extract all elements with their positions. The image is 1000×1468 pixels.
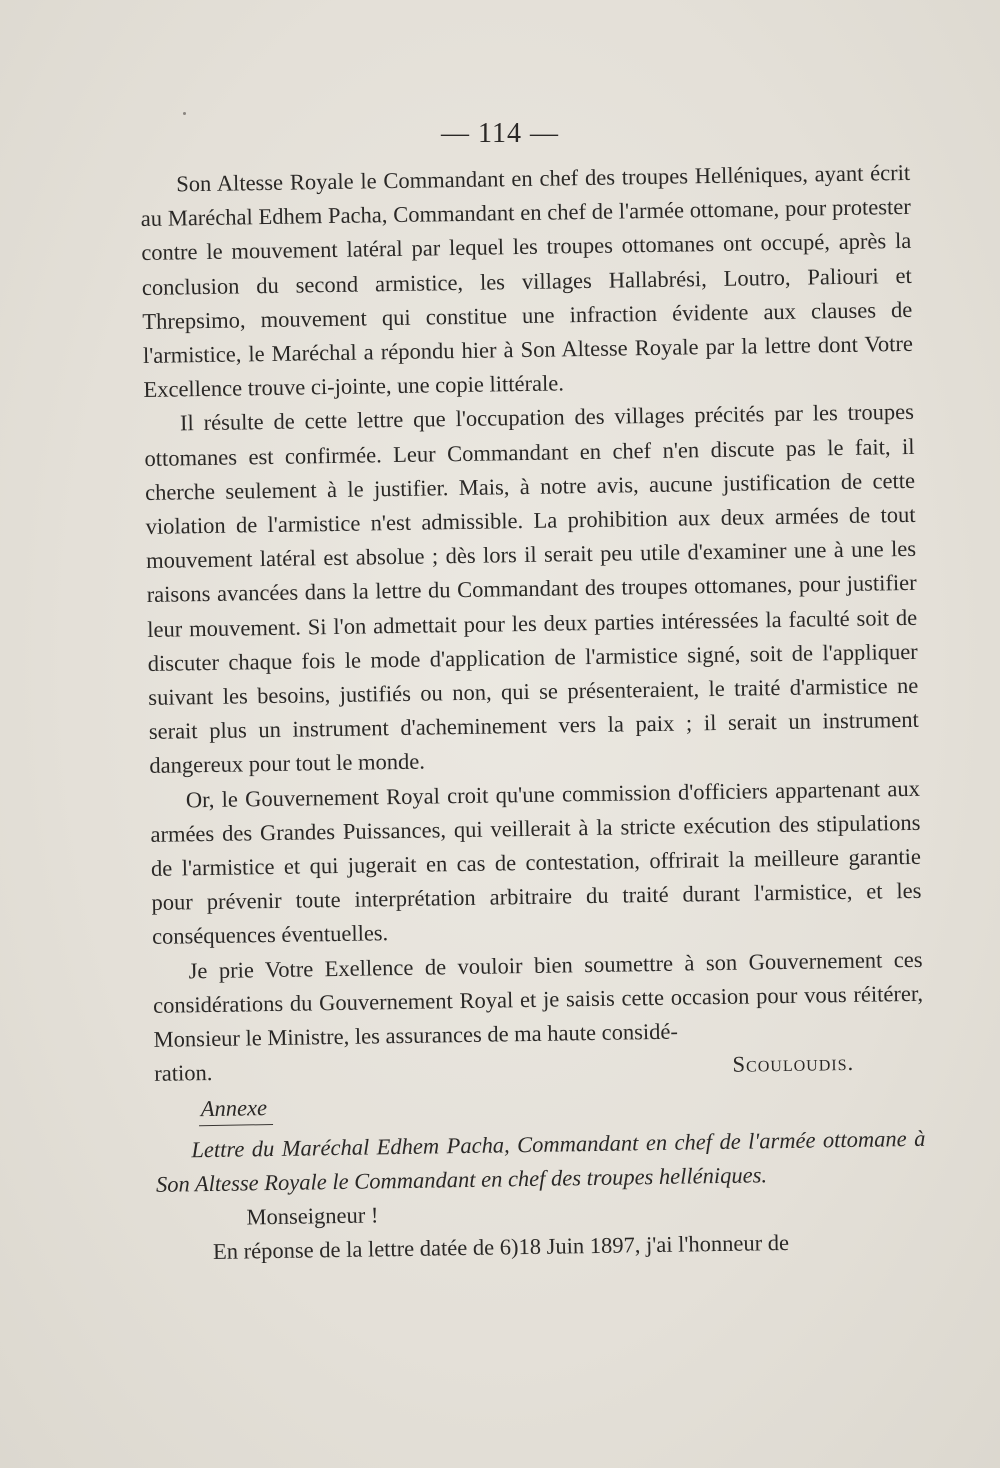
closing-fragment: ration. [154,1060,213,1087]
annex-heading: Annexe [199,1094,274,1127]
paragraph-2: Il résulte de cette lettre que l'occupation des villages précités par les troupes ottomanes est confirmée. Leur Commandant en chef n'en discute pas le fait, il cherche seulement à le justifier. Mais, à notre avis, aucune justification de cette violation de l'armistice n'est admissible. La prohibition aux deux armées de tout mouvement latéral est absolue ; dès lors il serait peu utile d'examiner une à une les raisons avancées dans la lettre du Commandant des troupes ottomanes, pour justifier leur mouvement. Si l'on admettait pour les deux parties intéressées la faculté soit de discuter chaque fois le mode d'application de l'armistice signé, soit de l'appliquer suivant les besoins, justifiés ou non, qui se présenteraient, le traité d'armistice ne serait plus un instrument d'acheminement vers la paix ; il serait un instrument dangereux pour tout le monde. [144,399,919,779]
paragraph-1: Son Altesse Royale le Commandant en chef des troupes Helléniques, ayant écrit au Maréchal Edhem Pacha, Commandant en chef de l'armée ottomane, pour protester contre le mouvement latéral par lequel les troupes ottomanes ont occupé, après la conclusion du second armistice, les villages Hallabrési, Loutro, Paliouri et Threpsimo, mouvement qui constitue une infraction évidente aux clauses de l'armistice, le Maréchal a répondu hier à Son Altesse Royale par la lettre dont Votre Excellence trouve ci-jointe, une copie littérale. [140,159,914,403]
letter-body [140,156,927,1270]
paragraph-4: Je prie Votre Exellence de vouloir bien soumettre à son Gouvernement ces considérations du Gouvernement Royal et je saisis cette occasion pour vous réitérer, Monsieur le Ministre, les assurances de ma haute considé- [152,946,924,1052]
salutation: Monseigneur ! [246,1202,379,1230]
annex-subtitle: Lettre du Maréchal Edhem Pacha, Commandant en chef de l'armée ottomane à Son Altesse Royale le Commandant en chef des troupes helléniques. [155,1125,926,1197]
last-line: En réponse de la lettre datée de 6)18 Juin 1897, j'ai l'honneur de [212,1229,790,1264]
signature: Scouloudis. [732,1050,855,1078]
page-number: — 114 — [441,118,559,149]
paragraph-3: Or, le Gouvernement Royal croit qu'une commission d'officiers appartenant aux armées des Grandes Puissances, qui veillerait à la stricte exécution des stipulations de l'armistice et qui jugerait en cas de contestation, offrirait la meilleure garantie pour prévenir toute interprétation arbitraire du traité durant l'armistice, et les conséquences éventuelles. [150,775,922,950]
paper-speck [183,112,186,115]
